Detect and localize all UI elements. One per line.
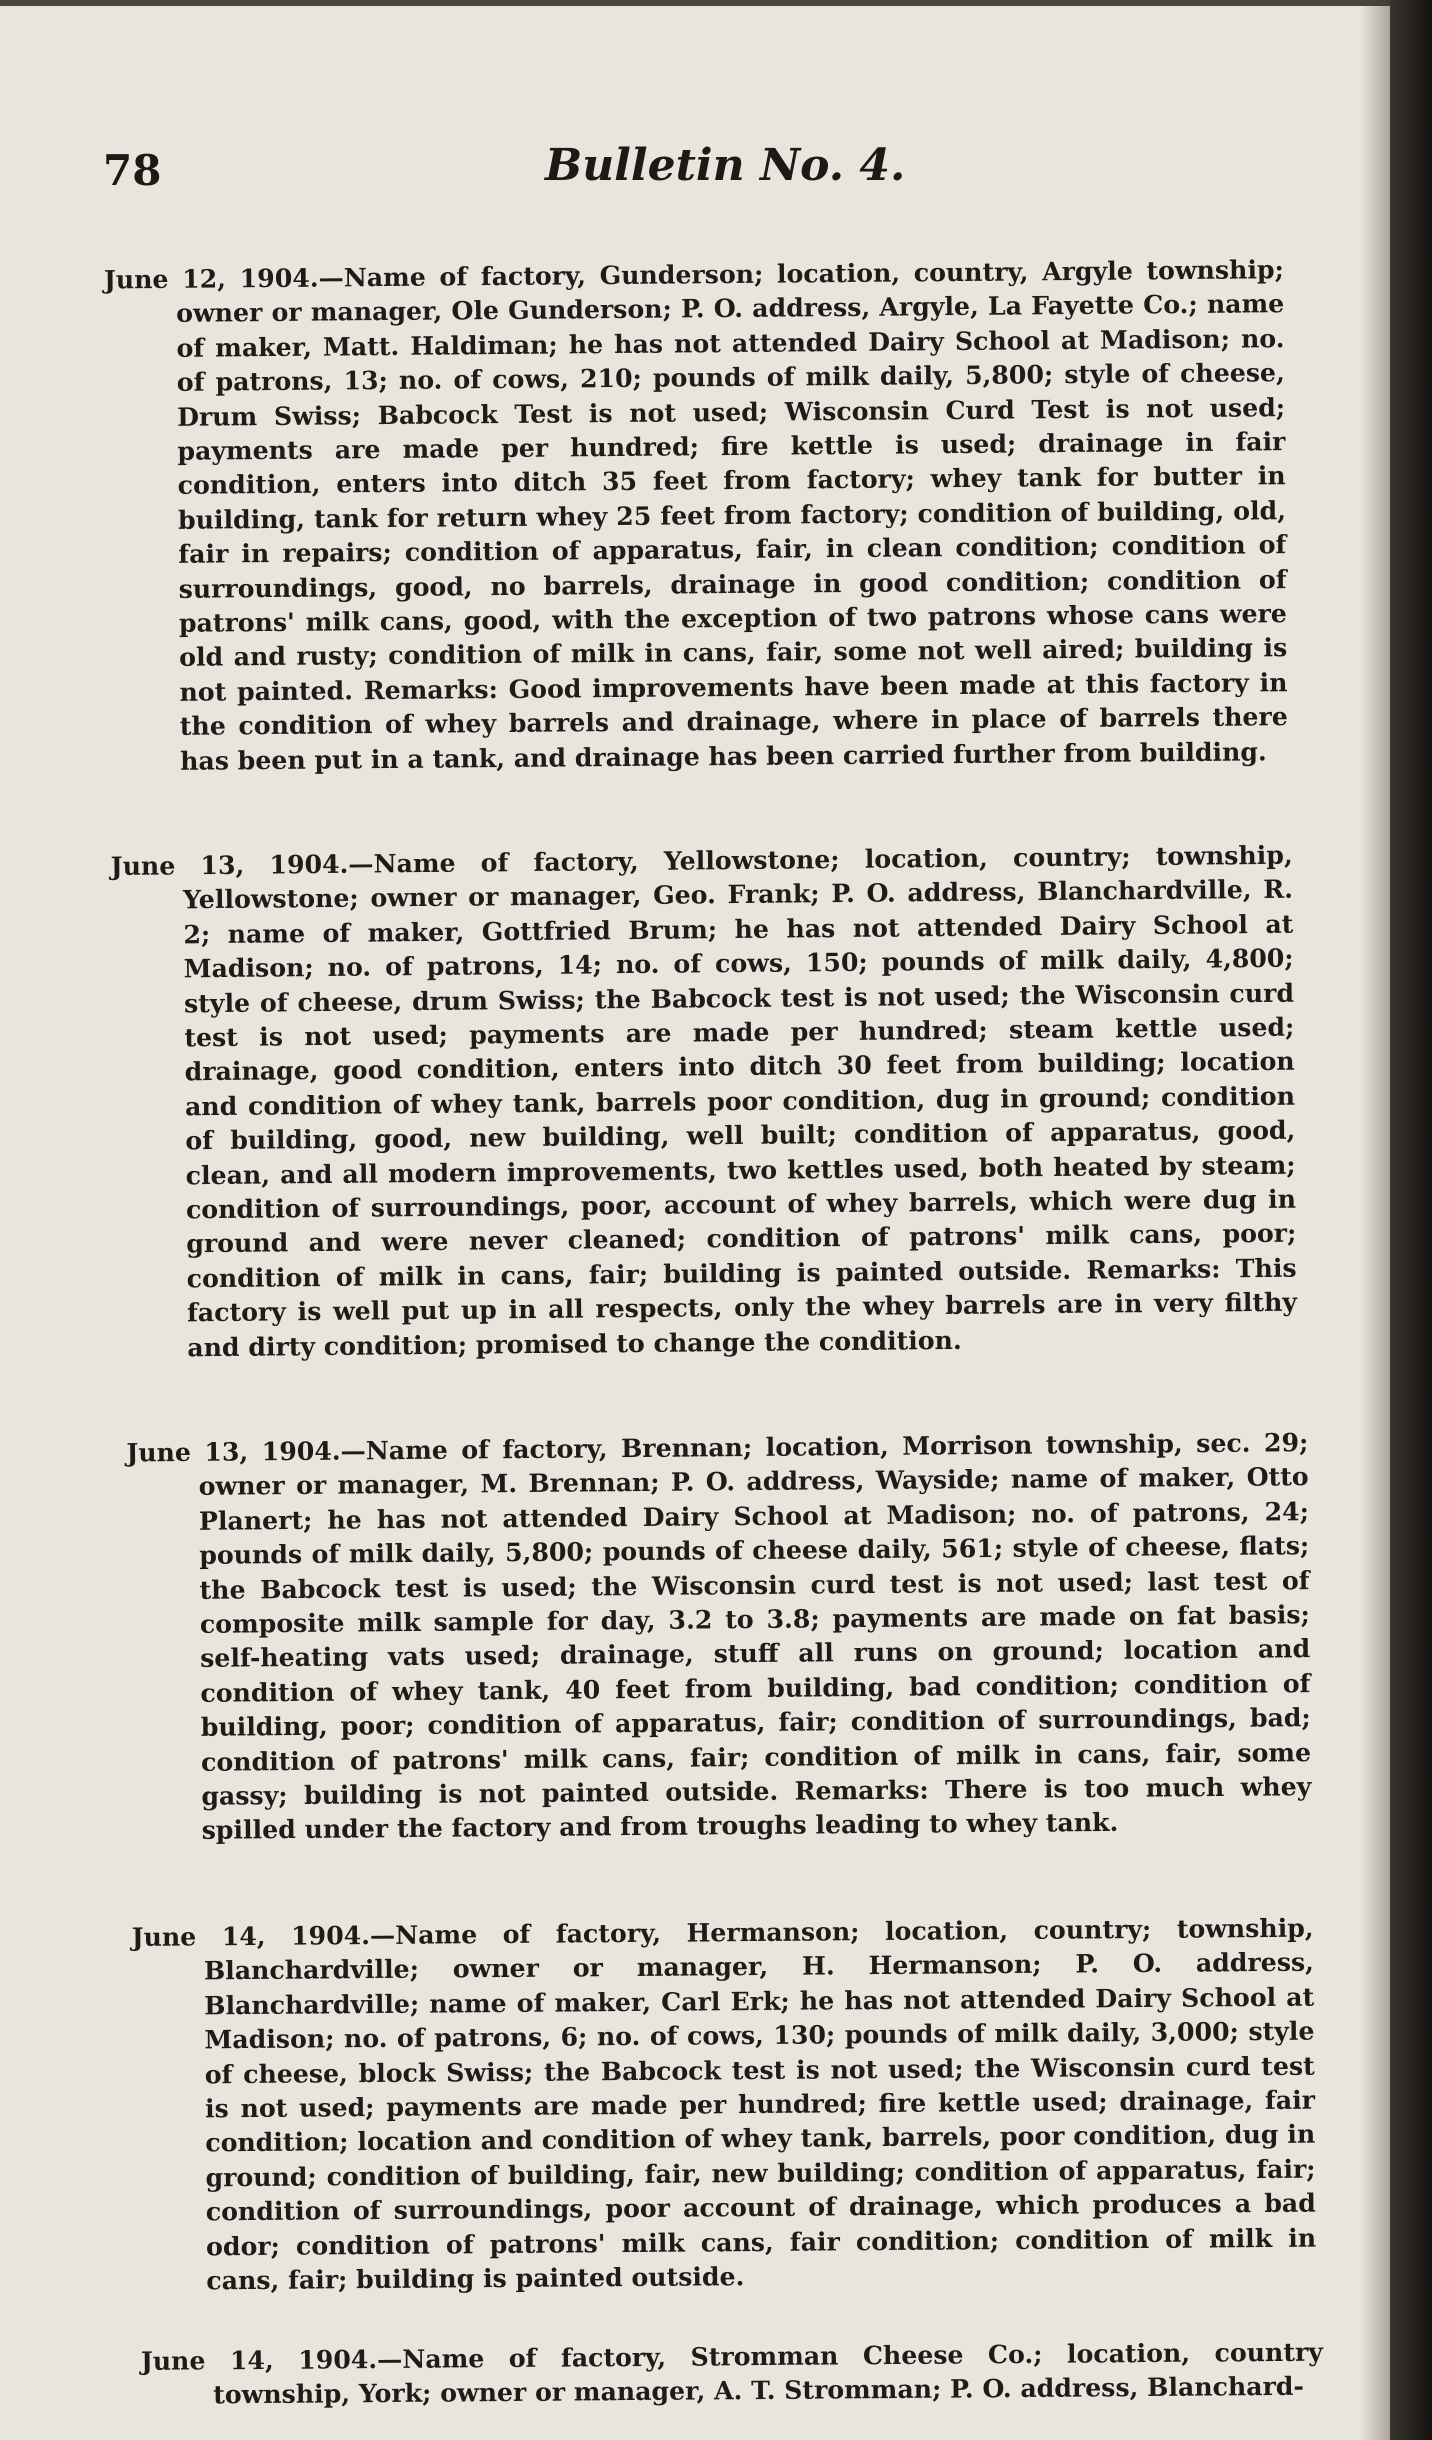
running-title: Bulletin No. 4. <box>545 140 906 191</box>
page-number: 78 <box>103 146 162 195</box>
inspection-entry-stromman: June 14, 1904.—Name of factory, Stromman Cheese Co.; location, country township, York; owner or manager, A. T. Stromman; P. O. address, Blanchard- <box>140 2336 1323 2410</box>
inspection-entry-gunderson: June 12, 1904.—Name of factory, Gunderson; location, country, Argyle township; owner or manager, Ole Gunderson; P. O. address, Argyle, La Fayette Co.; name of maker, Matt. Haldiman; he has not attended Dairy School at Madison; no. of patrons, 13; no. of cows, 210; pounds of milk daily, 5,800; style of cheese, Drum Swiss; Babcock Test is not used; Wisconsin Curd Test is not used; payments are made per hundred; fire kettle is used; drainage in fair condition, enters into ditch 35 feet from factory; whey tank for butter in building, tank for return whey 25 feet from factory; condition of building, old, fair in repairs; condition of apparatus, fair, in clean condition; condition of surroundings, good, no barrels, drainage in good condition; condition of patrons' milk cans, good, with the exception of two patrons whose cans were old and rusty; condition of milk in cans, fair, some not well aired; building is not painted. Remarks: Good improvements have been made at this factory in the condition of whey barrels and drainage, where in place of barrels there has been put in a tank, and drainage has been carried further from building. <box>103 254 1288 776</box>
book-spine-edge <box>1390 0 1432 2440</box>
inspection-entry-hermanson: June 14, 1904.—Name of factory, Hermanson; location, country; township, Blanchardville; owner or manager, H. Hermanson; P. O. address, Blanchardville; name of maker, Carl Erk; he has not attended Dairy School at Madison; no. of patrons, 6; no. of cows, 130; pounds of milk daily, 3,000; style of cheese, block Swiss; the Babcock test is not used; the Wisconsin curd test is not used; payments are made per hundred; fire kettle used; drainage, fair condition; location and condition of whey tank, barrels, poor condition, dug in ground; condition of building, fair, new building; condition of apparatus, fair; condition of surroundings, poor account of drainage, which produces a bad odor; condition of patrons' milk cans, fair condition; condition of milk in cans, fair; building is painted outside. <box>131 1912 1317 2296</box>
page-top-edge <box>0 0 1390 6</box>
inspection-entry-brennan: June 13, 1904.—Name of factory, Brennan; location, Morrison township, sec. 29; owner or manager, M. Brennan; P. O. address, Wayside; name of maker, Otto Planert; he has not attended Dairy School at Madison; no. of patrons, 24; pounds of milk daily, 5,800; pounds of cheese daily, 561; style of cheese, flats; the Babcock test is used; the Wisconsin curd test is not used; last test of composite milk sample for day, 3.2 to 3.8; payments are made on fat basis; self-heating vats used; drainage, stuff all runs on ground; location and condition of whey tank, 40 feet from building, bad condition; condition of building, poor; condition of apparatus, fair; condition of surroundings, bad; condition of patrons' milk cans, fair; condition of milk in cans, fair, some gassy; building is not painted outside. Remarks: There is too much whey spilled under the factory and from troughs leading to whey tank. <box>126 1427 1312 1846</box>
inspection-entry-yellowstone: June 13, 1904.—Name of factory, Yellowstone; location, country; township, Yellowstone; owner or manager, Geo. Frank; P. O. address, Blanchardville, R. 2; name of maker, Gottfried Brum; he has not attended Dairy School at Madison; no. of patrons, 14; no. of cows, 150; pounds of milk daily, 4,800; style of cheese, drum Swiss; the Babcock test is not used; the Wisconsin curd test is not used; payments are made per hundred; steam kettle used; drainage, good condition, enters into ditch 30 feet from building; location and condition of whey tank, barrels poor condition, dug in ground; condition of building, good, new building, well built; condition of apparatus, good, clean, and all modern improvements, two kettles used, both heated by steam; condition of surroundings, poor, account of whey barrels, which were dug in ground and were never cleaned; condition of patrons' milk cans, poor; condition of milk in cans, fair; building is painted outside. Remarks: This factory is well put up in all respects, only the whey barrels are in very filthy and dirty condition; promised to change the condition. <box>110 839 1298 1363</box>
